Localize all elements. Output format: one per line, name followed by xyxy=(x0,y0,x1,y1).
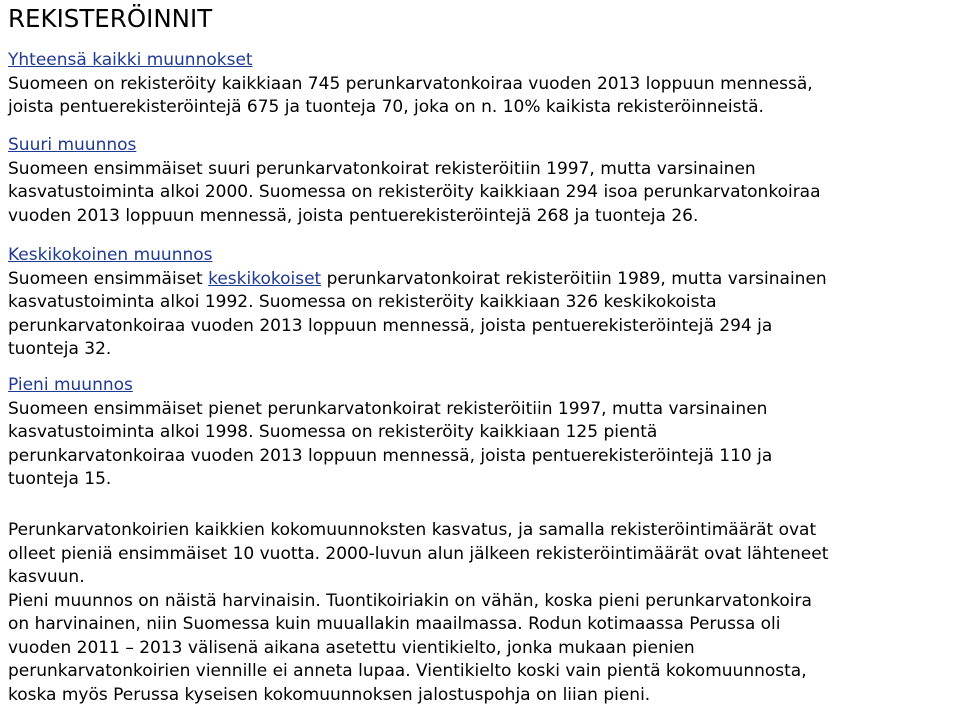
section-text-fragment: Suomeen ensimmäiset xyxy=(8,268,209,289)
section-text-line: joista pentuerekisteröintejä 675 ja tuonteja 70, joka on n. 10% kaikista rekisteröinneistä. xyxy=(8,97,764,117)
section-text-line xyxy=(8,268,827,292)
section-text-fragment: perunkarvatonkoirat rekisteröitiin 1989, mutta varsinainen xyxy=(321,268,827,289)
section-heading-large[interactable]: Suuri muunnos xyxy=(8,135,137,155)
section-total xyxy=(8,49,813,120)
section-heading-small[interactable]: Pieni muunnos xyxy=(8,375,133,395)
section-heading-total[interactable]: Yhteensä kaikki muunnokset xyxy=(8,50,253,70)
section-medium xyxy=(8,244,827,362)
summary-text-line: perunkarvatonkoirien viennille ei anneta lupaa. Vientikielto koski vain pientä kokomuunnosta, xyxy=(8,661,807,681)
summary-paragraph xyxy=(8,519,828,707)
section-text-line: perunkarvatonkoiraa vuoden 2013 loppuun mennessä, joista pentuerekisteröintejä 294 ja xyxy=(8,315,773,336)
summary-text-line: Perunkarvatonkoirien kaikkien kokomuunnoksten kasvatus, ja samalla rekisteröintimäärät ovat xyxy=(8,520,817,540)
summary-text-line: Pieni muunnos on näistä harvinaisin. Tuontikoiriakin on vähän, koska pieni perunkarvatonkoira xyxy=(8,590,812,611)
section-text-line: Suomeen on rekisteröity kaikkiaan 745 perunkarvatonkoiraa vuoden 2013 loppuun mennessä, xyxy=(8,73,813,94)
summary-text-line: olleet pieniä ensimmäiset 10 vuotta. 2000-luvun alun jälkeen rekisteröintimäärät ovat lähteneet xyxy=(8,543,829,564)
section-large xyxy=(8,134,821,228)
page-title: REKISTERÖINNIT xyxy=(8,4,213,33)
section-text-line: kasvatustoiminta alkoi 1998. Suomessa on rekisteröity kaikkiaan 125 pientä xyxy=(8,422,658,442)
section-text-line: Suomeen ensimmäiset pienet perunkarvatonkoirat rekisteröitiin 1997, mutta varsinainen xyxy=(8,398,768,419)
summary-text-line: vuoden 2011 – 2013 välisenä aikana asetettu vientikielto, jonka mukaan pienien xyxy=(8,637,695,658)
section-text-line: kasvatustoiminta alkoi 2000. Suomessa on rekisteröity kaikkiaan 294 isoa perunkarvatonkoiraa xyxy=(8,182,821,202)
section-text-line: Suomeen ensimmäiset suuri perunkarvatonkoirat rekisteröitiin 1997, mutta varsinainen xyxy=(8,158,756,179)
medium-size-link[interactable]: keskikokoiset xyxy=(208,268,322,289)
section-text-line: tuonteja 32. xyxy=(8,339,112,359)
section-text-line: vuoden 2013 loppuun mennessä, joista pentuerekisteröintejä 268 ja tuonteja 26. xyxy=(8,205,699,226)
section-text-line: tuonteja 15. xyxy=(8,469,112,489)
section-small xyxy=(8,374,772,492)
summary-text-line: koska myös Perussa kyseisen kokomuunnoksen jalostuspohja on liian pieni. xyxy=(8,684,651,705)
section-text-line: perunkarvatonkoiraa vuoden 2013 loppuun mennessä, joista pentuerekisteröintejä 110 ja xyxy=(8,445,773,466)
section-text-line: kasvatustoiminta alkoi 1992. Suomessa on rekisteröity kaikkiaan 326 keskikokoista xyxy=(8,292,717,312)
summary-text-line: kasvuun. xyxy=(8,567,85,587)
document-page xyxy=(8,0,958,705)
section-heading-medium[interactable]: Keskikokoinen muunnos xyxy=(8,245,213,265)
summary-text-line: on harvinainen, niin Suomessa kuin muuallakin maailmassa. Rodun kotimaassa Perussa oli xyxy=(8,614,781,634)
